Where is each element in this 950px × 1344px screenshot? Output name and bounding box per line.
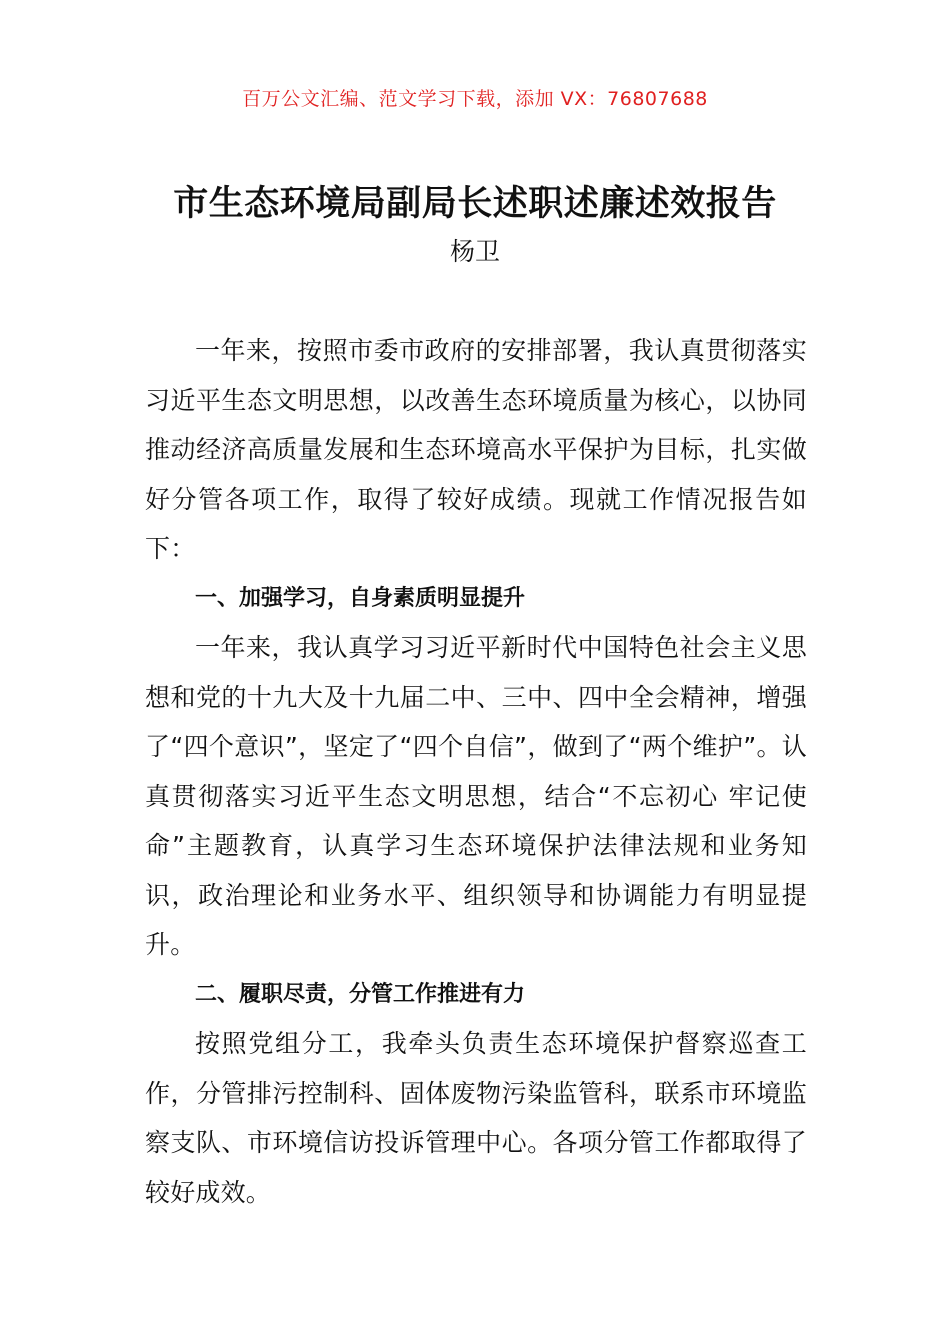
document-title: 市生态环境局副局长述职述廉述效报告	[173, 184, 777, 224]
intro-paragraph: 一年来，按照市委市政府的安排部署，我认真贯彻落实习近平生态文明思想，以改善生态环境质量为核心，以协同推动经济高质量发展和生态环境高水平保护为目标，扎实做好分管各项工作，取得了较好成绩。现就工作情况报告如下：	[145, 336, 807, 563]
document-author: 杨卫	[449, 237, 500, 266]
section-heading-2: 二、履职尽责，分管工作推进有力	[195, 981, 526, 1007]
document-body	[145, 326, 807, 1217]
watermark-banner: 百万公文汇编、范文学习下载，添加 VX：76807688	[242, 88, 708, 110]
section-2-paragraph: 按照党组分工，我牵头负责生态环境保护督察巡查工作，分管排污控制科、固体废物污染监管科，联系市环境监察支队、市环境信访投诉管理中心。各项分管工作都取得了较好成效。	[145, 1029, 807, 1207]
section-heading-1: 一、加强学习，自身素质明显提升	[195, 585, 526, 611]
section-1-paragraph: 一年来，我认真学习习近平新时代中国特色社会主义思想和党的十九大及十九届二中、三中、四中全会精神，增强了“四个意识”，坚定了“四个自信”，做到了“两个维护”。认真贯彻落实习近平生态文明思想，结合“不忘初心 牢记使命”主题教育，认真学习生态环境保护法律法规和业务知识，政治理论和业务水平、组织领导和协调能力有明显提升。	[145, 633, 807, 959]
